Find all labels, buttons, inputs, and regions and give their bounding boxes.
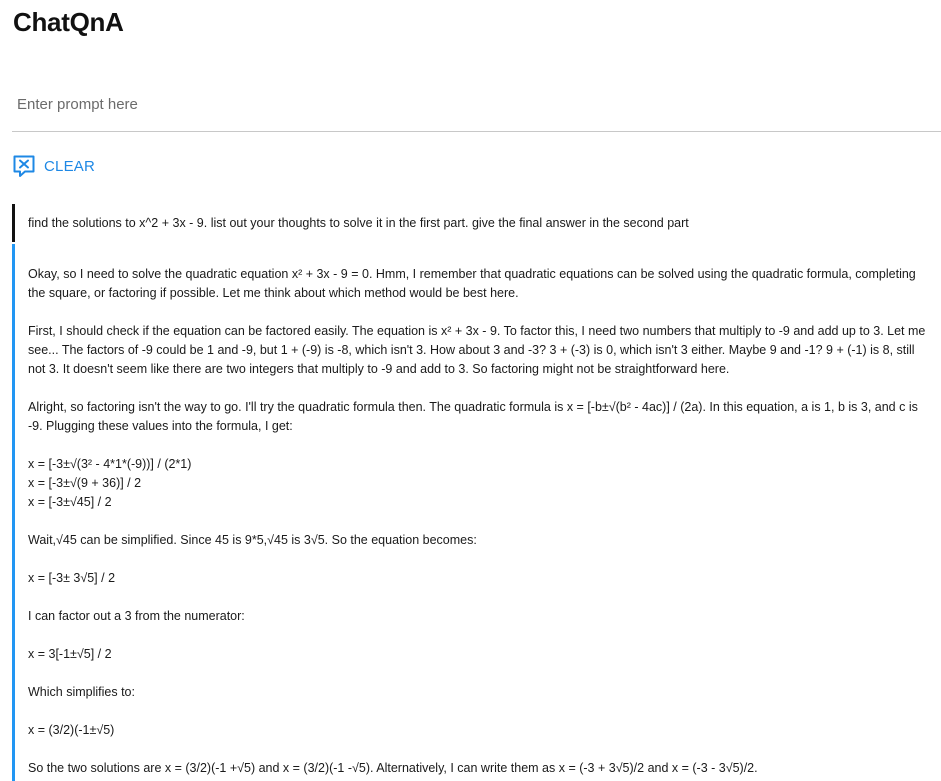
assistant-paragraph: Wait,√45 can be simplified. Since 45 is 9*5,√45 is 3√5. So the equation becomes: [28, 533, 477, 547]
assistant-equation: x = 3[-1±√5] / 2 [28, 647, 112, 661]
app-title: ChatQnA [13, 7, 124, 37]
assistant-paragraph: Okay, so I need to solve the quadratic equation x² + 3x - 9 = 0. Hmm, I remember that quadratic equations can be solved using the quadratic formula, completing the square, or factoring if possible. Let me think about which method would be best here. [28, 267, 916, 300]
assistant-equation: x = (3/2)(-1±√5) [28, 723, 115, 737]
assistant-equation: x = [-3±√45] / 2 [28, 495, 112, 509]
assistant-paragraph: Alright, so factoring isn't the way to go. I'll try the quadratic formula then. The quadratic formula is x = [-b±√(b² - 4ac)] / (2a). In this equation, a is 1, b is 3, and c is -9. Plugging these values into the formula, I get: [28, 400, 918, 433]
assistant-equation: x = [-3±√(9 + 36)] / 2 [28, 476, 142, 490]
clear-chat-icon [12, 154, 36, 178]
assistant-equation: x = [-3± 3√5] / 2 [28, 571, 116, 585]
prompt-field [12, 86, 941, 132]
assistant-equation: x = [-3±√(3² - 4*1*(-9))] / (2*1) [28, 457, 192, 471]
user-message-text: find the solutions to x^2 + 3x - 9. list out your thoughts to solve it in the first part. give the final answer in the second part [28, 216, 689, 230]
assistant-paragraph: First, I should check if the equation can be factored easily. The equation is x² + 3x - 9. To factor this, I need two numbers that multiply to -9 and add up to 3. Let me see... The factors of -9 could be 1 and -9, but 1 + (-9) is -8, which isn't 3. How about 3 and -3? 3 + (-3) is 0, which isn't 3 either. Maybe 9 and -1? 9 + (-1) is 8, still not 3. It doesn't seem like there are two integers that multiply to -9 and add to 3. So factoring might not be straightforward here. [28, 324, 926, 376]
assistant-paragraph: I can factor out a 3 from the numerator: [28, 609, 245, 623]
assistant-paragraph: Which simplifies to: [28, 685, 135, 699]
assistant-paragraph: So the two solutions are x = (3/2)(-1 +√5) and x = (3/2)(-1 -√5). Alternatively, I can write them as x = (-3 + 3√5)/2 and x = (-3 - 3√5)/2. [28, 761, 758, 775]
clear-button[interactable] [12, 153, 95, 179]
assistant-message [12, 244, 937, 781]
user-message [12, 204, 932, 242]
clear-button-label: CLEAR [44, 157, 96, 175]
prompt-input[interactable] [12, 86, 941, 122]
